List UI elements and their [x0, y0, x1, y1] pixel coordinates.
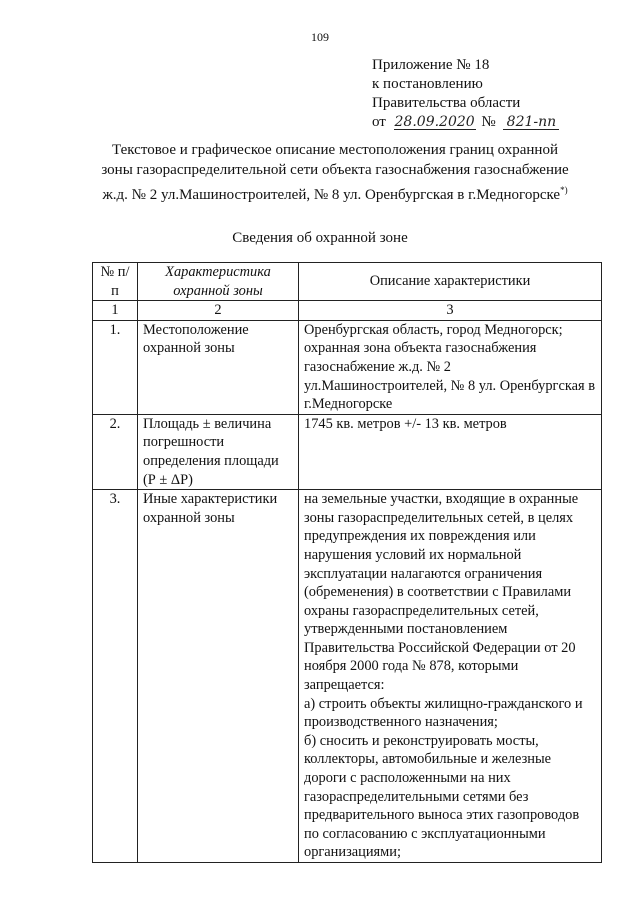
table-row: [93, 490, 602, 863]
table-row: [93, 414, 602, 489]
appendix-header: [372, 56, 559, 132]
document-title: [100, 140, 570, 205]
header-description: Описание характеристики: [299, 263, 602, 301]
appendix-line-1: Приложение № 18: [372, 57, 490, 73]
appendix-date-line: [372, 113, 559, 132]
row-number: 3.: [93, 490, 138, 863]
row-characteristic: Площадь ± величина погрешности определения площади (Р ± ΔР): [138, 414, 299, 489]
number-sign: №: [481, 114, 496, 130]
row-description-cell: [299, 490, 602, 863]
date-prefix: от: [372, 114, 386, 130]
row-description: на земельные участки, входящие в охранные зоны газораспределительных сетей, в целях предупреждения их повреждения или нарушения условий их нормальной эксплуатации налагаются ограничения (обременения) в соответствии с Правилами охраны газораспределительных сетей, утвержденными постановлением Правительства Российской Федерации от 20 ноября 2000 года № 878, которыми запрещается:: [304, 491, 579, 694]
appendix-line-3: Правительства области: [372, 95, 521, 111]
handwritten-number: 821-пп: [503, 115, 559, 130]
page-number: 109: [311, 30, 329, 44]
table-row: [93, 320, 602, 414]
title-footnote: *): [560, 185, 568, 195]
row-characteristic: Местоположение охранной зоны: [138, 320, 299, 414]
appendix-line-2: к постановлению: [372, 76, 483, 92]
title-text: Текстовое и графическое описание местоположения границ охранной зоны газораспределительной сети объекта газоснабжения газоснабжение ж.д. № 2 ул.Машиностроителей, № 8 ул. Оренбургская в г.Медногорске: [101, 142, 569, 203]
handwritten-date: 28.09.2020: [394, 114, 475, 130]
zone-info-table: [92, 262, 602, 863]
column-numbers-row: [93, 301, 602, 321]
row-characteristic: Иные характеристики охранной зоны: [138, 490, 299, 863]
row-description-item-b: б) сносить и реконструировать мосты, коллекторы, автомобильные и железные дороги с расположенными на них газораспределительными сетями без предварительного выноса этих газопроводов по согласованию с эксплуатационными организациями;: [304, 732, 580, 861]
row-description-item-a: а) строить объекты жилищно-гражданского и производственного назначения;: [304, 695, 583, 731]
column-number-2: 2: [138, 301, 299, 321]
section-subtitle: Сведения об охранной зоне: [232, 230, 408, 246]
header-number: № п/п: [93, 263, 138, 301]
row-number: 2.: [93, 414, 138, 489]
header-characteristic: Характеристика охранной зоны: [138, 263, 299, 301]
row-description: Оренбургская область, город Медногорск; охранная зона объекта газоснабжения газоснабжение ж.д. № 2 ул.Машиностроителей, № 8 ул. Оренбургская в г.Медногорске: [299, 320, 602, 414]
column-number-3: 3: [299, 301, 602, 321]
row-description: 1745 кв. метров +/- 13 кв. метров: [299, 414, 602, 489]
table-header-row: [93, 263, 602, 301]
row-number: 1.: [93, 320, 138, 414]
column-number-1: 1: [93, 301, 138, 321]
